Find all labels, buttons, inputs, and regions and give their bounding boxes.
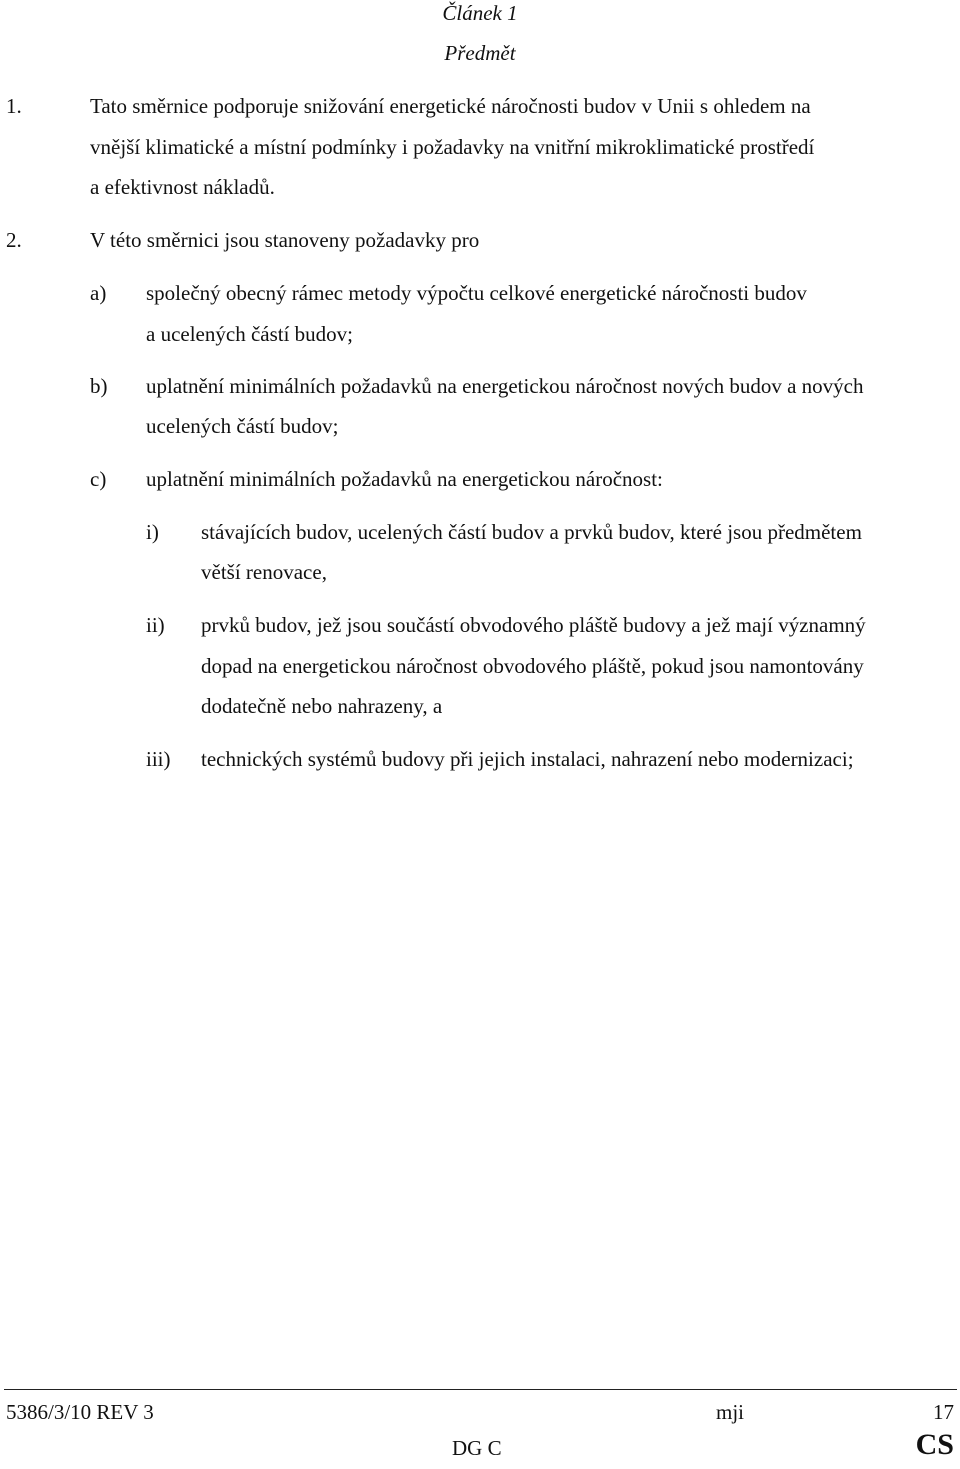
list-item-line: uplatnění minimálních požadavků na energetickou náročnost nových budov a nových — [146, 374, 864, 398]
paragraph-number: 1. — [6, 94, 22, 118]
directorate: DG C — [452, 1436, 502, 1460]
paragraph-line: a efektivnost nákladů. — [90, 175, 275, 199]
document-reference: 5386/3/10 REV 3 — [6, 1400, 154, 1424]
page-number: 17 — [933, 1400, 954, 1424]
paragraph-line: vnější klimatické a místní podmínky i požadavky na vnitřní mikroklimatické prostředí — [90, 135, 815, 159]
list-item-line: uplatnění minimálních požadavků na energetickou náročnost: — [146, 467, 663, 491]
language-code: CS — [915, 1428, 954, 1461]
list-item-line: společný obecný rámec metody výpočtu celkové energetické náročnosti budov — [146, 281, 807, 305]
footer-rule — [4, 1389, 957, 1390]
paragraph-intro: V této směrnici jsou stanoveny požadavky pro — [90, 228, 480, 252]
paragraph-line: Tato směrnice podporuje snižování energetické náročnosti budov v Unii s ohledem na — [90, 94, 811, 118]
sub-item-line: technických systémů budovy při jejich instalaci, nahrazení nebo modernizaci; — [201, 747, 854, 771]
sub-item-line: dopad na energetickou náročnost obvodového pláště, pokud jsou namontovány — [201, 654, 864, 678]
list-item-line: a ucelených částí budov; — [146, 322, 354, 346]
sub-item-label: i) — [146, 520, 159, 544]
list-item-line: ucelených částí budov; — [146, 414, 339, 438]
list-item-label: b) — [90, 374, 108, 398]
sub-item-line: dodatečně nebo nahrazeny, a — [201, 694, 443, 718]
article-heading: Článek 1 — [442, 1, 518, 25]
author-initials: mji — [716, 1400, 745, 1424]
sub-item-line: stávajících budov, ucelených částí budov a prvků budov, které jsou předmětem — [201, 520, 862, 544]
sub-item-label: ii) — [146, 613, 165, 637]
sub-item-label: iii) — [146, 747, 171, 771]
list-item-label: c) — [90, 467, 107, 491]
list-item-label: a) — [90, 281, 107, 305]
sub-item-line: prvků budov, jež jsou součástí obvodového pláště budovy a jež mají významný — [201, 613, 866, 637]
sub-item-line: větší renovace, — [201, 560, 327, 584]
article-subheading: Předmět — [444, 41, 516, 65]
paragraph-number: 2. — [6, 228, 22, 252]
